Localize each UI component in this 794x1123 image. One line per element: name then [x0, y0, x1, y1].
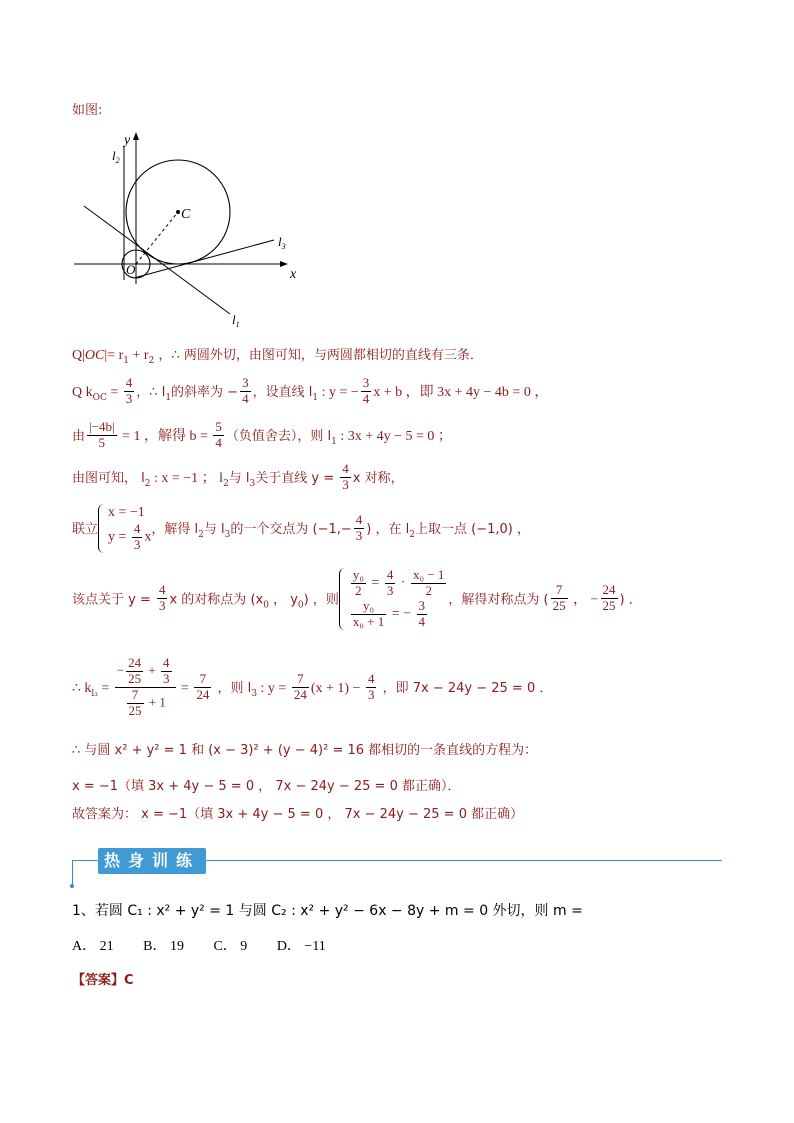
solution-line-8: ∴ 与圆 x² + y² = 1 和 (x − 3)² + (y − 4)² = 16 都相切的一条直线的方程为：	[72, 743, 538, 758]
equation-system: $\frac{\text{y₀}}{2}$ = $\frac{4}{3}$ · $\frac{\text{x₀ − 1}}{2}$ $\frac{\text{y₀}}{\text{x₀ + 1}}$ = − $\frac{3}{4}$	[339, 568, 449, 630]
fraction: $\frac{|-4b|}{5}$	[89, 419, 115, 450]
text: ， −	[569, 592, 599, 608]
label-o: O	[126, 262, 136, 277]
equation-system: x = −1 y = $\frac{4}{3}$ x	[98, 504, 151, 553]
text: : 3x + 4y − 5 = 0 ；	[336, 428, 452, 444]
label-l2: $l_2$	[112, 148, 120, 165]
text: OC	[84, 348, 105, 363]
answer-value: C	[124, 973, 134, 988]
text: : y =	[257, 680, 290, 696]
solution-line-2	[72, 376, 548, 407]
text: ，则 l	[213, 680, 252, 696]
text: Q k	[72, 384, 93, 400]
text: =	[97, 680, 113, 696]
solution-line-9: x = −1（填 3x + 4y − 5 = 0 ， 7x − 24y − 25 = 0 都正确）．	[72, 779, 461, 794]
text: 关于直线 y =	[255, 470, 339, 486]
answer-line	[72, 974, 134, 987]
text: |= r	[104, 348, 124, 363]
subscript: 0	[263, 600, 269, 611]
subscript: 1	[123, 356, 129, 367]
text: x 对称，	[352, 470, 404, 486]
subscript: 0	[297, 600, 304, 611]
line-l1	[84, 206, 230, 314]
subscript: 3	[224, 530, 231, 541]
text: ) ，在 l	[366, 522, 410, 538]
fraction: $\frac{4}{3}$	[367, 670, 375, 702]
fraction: $\frac{24}{25}$	[602, 582, 616, 614]
fraction: $\frac{4}{3}$	[158, 582, 166, 614]
fraction: $\frac{3}{4}$	[362, 375, 370, 406]
text: ，设直线 l	[252, 384, 313, 400]
label-c: C	[181, 207, 191, 222]
option-d: D． −11	[276, 939, 326, 954]
text: Q|	[72, 348, 85, 363]
y-axis-arrow	[133, 132, 139, 140]
solution-line-1	[72, 346, 483, 366]
question-text: 1、若圆 C₁ : x² + y² = 1 与圆 C₂ : x² + y² − 6x − 8y + m = 0 外切，则 m =	[72, 903, 583, 919]
fraction: $\frac{3}{4}$	[242, 375, 249, 406]
text: : x = −1 ； l	[150, 470, 224, 486]
compound-fraction: − $\frac{24}{25}$ + $\frac{4}{3}$ $\frac{7}{25}$ + 1	[115, 656, 176, 719]
subscript: 1	[165, 393, 172, 404]
label-y: y	[124, 133, 131, 148]
x-axis-arrow	[280, 261, 288, 267]
fraction: $\frac{7}{25}$	[552, 582, 566, 614]
final-answer-line: 故答案为： x = −1（填 3x + 4y − 5 = 0 ， 7x − 24y − 25 = 0 都正确）	[72, 807, 524, 822]
solution-line-3	[72, 420, 452, 451]
text: = 1 ，解得 b =	[118, 428, 212, 444]
text: （负值舍去），则 l	[225, 428, 332, 444]
text: 与 l	[203, 522, 225, 538]
subscript: 1	[312, 393, 319, 404]
text: 该点关于 y =	[72, 592, 155, 608]
section-title: 热身训练	[98, 848, 206, 874]
solution-line-5	[72, 504, 530, 553]
option-c: C． 9	[213, 939, 248, 954]
point-c	[176, 210, 180, 214]
fraction: $\frac{7}{24}$	[293, 670, 307, 702]
solution-line-6	[72, 568, 642, 630]
fraction: $\frac{4}{3}$	[125, 375, 133, 406]
solution-line-7	[72, 656, 552, 719]
answer-label: 【答案】	[72, 973, 125, 988]
geometry-figure	[68, 128, 308, 334]
subscript: 2	[198, 530, 204, 541]
text: 联立	[72, 522, 99, 538]
fraction: $\frac{4}{3}$	[342, 461, 349, 492]
subscript: 2	[409, 530, 415, 541]
text: ，∴ l	[136, 384, 166, 400]
text: ∴ k	[72, 680, 92, 696]
subscript: OC	[92, 393, 107, 404]
text: 的斜率为 −	[171, 384, 239, 400]
label-l3: $l_3$	[278, 234, 286, 251]
text: ) ．	[619, 592, 642, 608]
text: 的一个交点为 (−1,−	[230, 522, 352, 538]
subscript: 2	[148, 356, 155, 367]
fraction: $\frac{7}{24}$	[196, 670, 210, 702]
text: : y = −	[318, 384, 359, 400]
text: ， y	[268, 592, 298, 608]
text: ，∴ 两圆外切，由图可知，与两圆都相切的直线有三条．	[154, 348, 483, 363]
text: ，解得对称点为 (	[448, 592, 549, 608]
segment-oc	[136, 212, 178, 264]
text: 由图可知， l	[72, 470, 145, 486]
intro-text: 如图:	[72, 103, 103, 118]
label-x: x	[290, 267, 297, 282]
solution-line-4	[72, 462, 404, 493]
section-dot	[70, 884, 74, 888]
text: + r	[128, 348, 149, 363]
subscript: l₃	[91, 689, 98, 700]
subscript: 3	[249, 479, 256, 490]
text: x 的对称点为 (x	[169, 592, 264, 608]
subscript: 1	[331, 437, 337, 448]
text: 上取一点 (−1,0) ，	[414, 522, 530, 538]
text: 与 l	[228, 470, 250, 486]
subscript: 2	[144, 479, 151, 490]
text: x + b ，即 3x + 4y − 4b = 0 ，	[373, 384, 549, 400]
text: ，解得 l	[151, 522, 199, 538]
options-row	[72, 940, 352, 954]
fraction: $\frac{4}{3}$	[355, 512, 363, 544]
subscript: 2	[223, 479, 229, 490]
subscript: 3	[251, 689, 258, 700]
text: (x + 1) −	[310, 680, 364, 696]
text: ，即 7x − 24y − 25 = 0 ．	[378, 680, 553, 696]
section-tick	[72, 860, 73, 886]
text: ) ，则	[303, 592, 339, 608]
label-l1: $l_1$	[232, 312, 240, 329]
section-header	[72, 848, 722, 888]
text: 由	[72, 428, 86, 444]
option-b: B． 19	[143, 939, 184, 954]
fraction: $\frac{5}{4}$	[215, 419, 222, 450]
text: =	[177, 680, 193, 696]
text: =	[106, 384, 122, 400]
option-a: A． 21	[72, 939, 114, 954]
